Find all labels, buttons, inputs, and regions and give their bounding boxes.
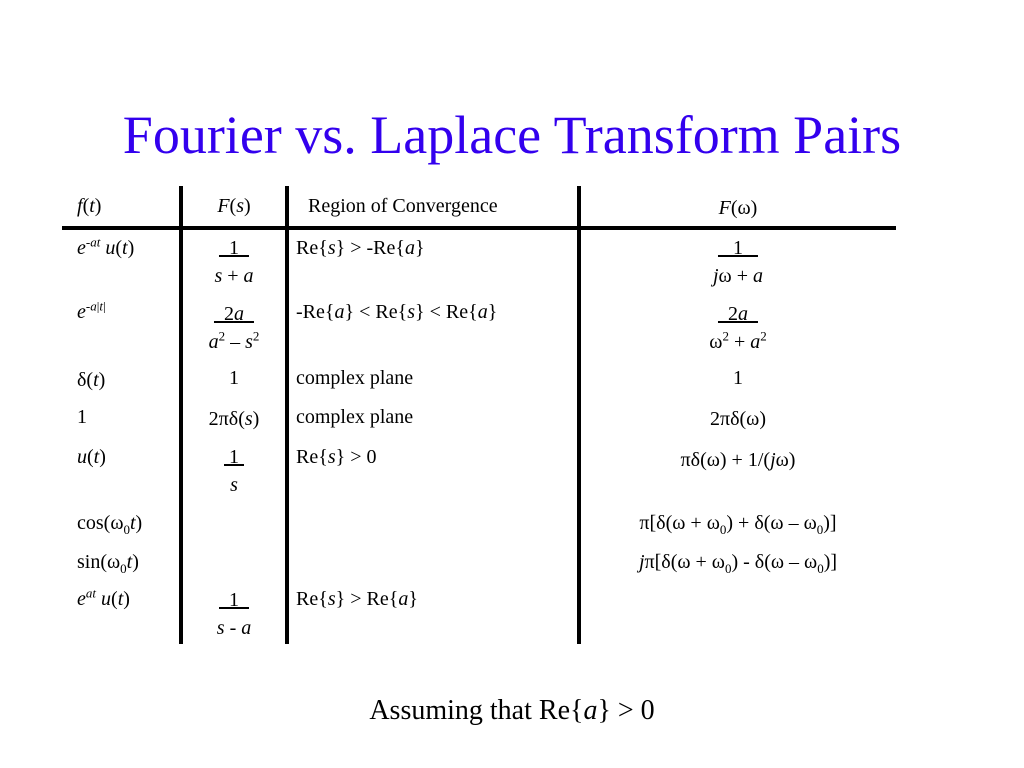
row1-F-omega: $\frac{1}{j\omega + a}$ [712,237,763,287]
row7-F-omega: $j\pi[\delta(\omega + \omega_0) - \delta(\omega - \omega_0)]$ [638,551,838,576]
header-f-t: f(t) [77,195,102,217]
row8-f: $e^{at}$ u(t) [77,585,130,610]
row3-F-omega: 1 [733,367,743,389]
header-F-omega: F(ω) [718,197,758,219]
row1-roc: Re{s} > -Re{a} [296,237,425,259]
row4-f: 1 [77,406,87,428]
row5-f: u(t) [77,446,106,468]
row5-roc: Re{s} > 0 [296,446,377,468]
header-divider [62,226,896,230]
row4-roc: complex plane [296,406,414,428]
row7-f: $\sin(\omega_0t)$ [77,551,139,576]
header-roc: Region of Convergence [308,195,498,217]
column-divider [577,186,581,644]
row5-F-s: $\frac{1}{s}$ [224,446,244,496]
row2-f: $e^{-a|t|}$ [77,298,106,323]
row3-roc: complex plane [296,367,414,389]
row2-F-omega: $\frac{2a}{\omega^2 + a^2}$ [709,303,767,353]
row4-F-omega: 2πδ(ω) [709,408,766,430]
header-F-s: F(s) [217,195,251,217]
assumption-note: Assuming that Re{a} > 0 [369,695,655,726]
row4-F-s: 2πδ(s) [208,408,260,430]
column-divider [179,186,183,644]
row6-F-omega: $\pi[\delta(\omega + \omega_0) + \delta(\omega - \omega_0)]$ [639,512,837,537]
row2-F-s: $\frac{2a}{a^2 - s^2}$ [208,303,260,353]
row5-F-omega: πδ(ω) + 1/(jω) [680,449,796,471]
slide-title: Fourier vs. Laplace Transform Pairs [122,105,902,165]
column-divider [285,186,289,644]
row3-f: δ(t) [77,369,106,391]
row3-F-s: 1 [229,367,239,389]
row8-F-s: $\frac{1}{s - a}$ [216,589,252,639]
row2-roc: -Re{a} < Re{s} < Re{a} [296,301,498,323]
row1-F-s: $\frac{1}{s + a}$ [214,237,254,287]
row1-f: $e^{-at}$ u(t) [77,234,135,259]
row6-f: $\cos(\omega_0t)$ [77,512,143,537]
row8-roc: Re{s} > Re{a} [296,588,418,610]
